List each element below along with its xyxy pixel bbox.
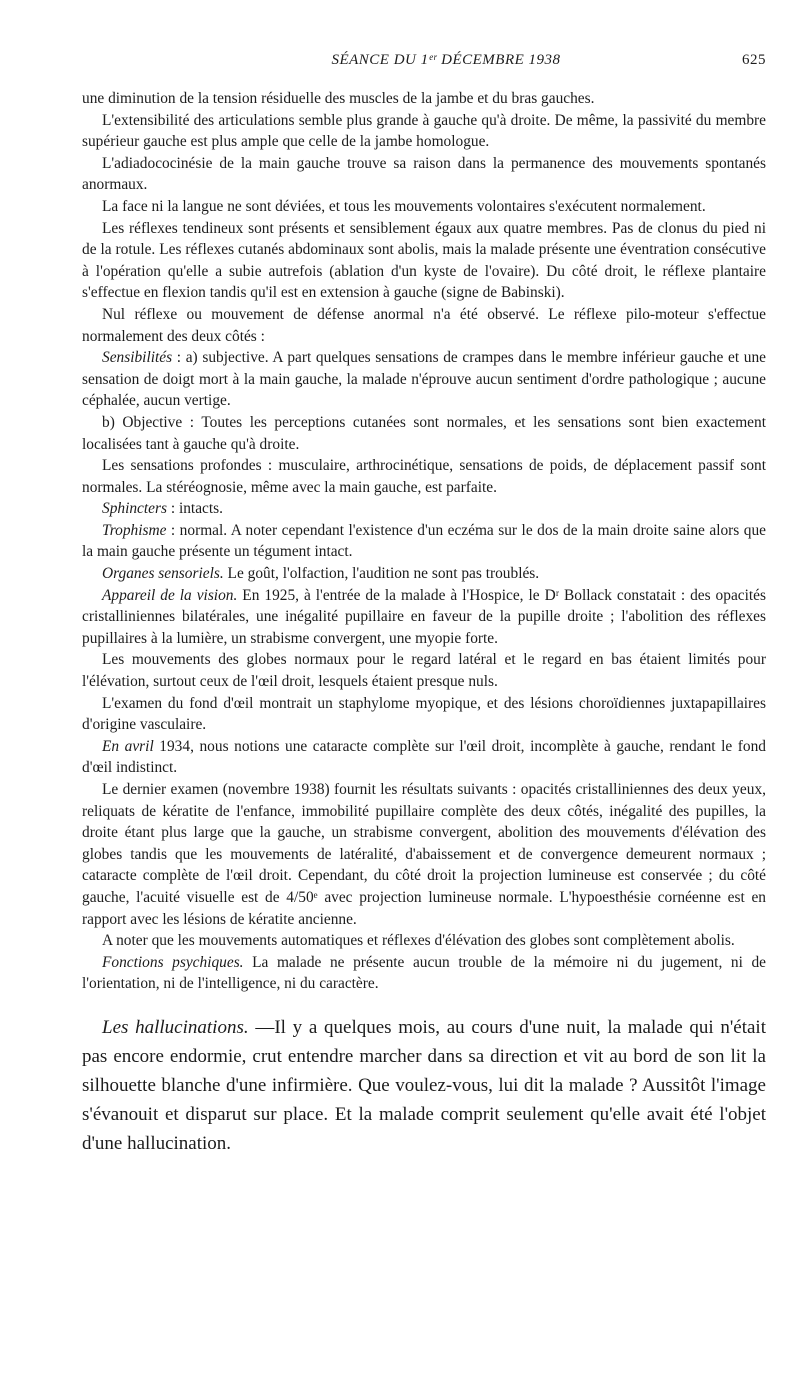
paragraph: b) Objective : Toutes les perceptions cutanées sont normales, et les sensations sont bien exactement localisées tant à gauche qu'à droite. bbox=[82, 413, 766, 453]
paragraph-avril-1934: En avril 1934, nous notions une cataracte complète sur l'œil droit, incomplète à gauche, rendant le fond d'œil indistinct. bbox=[82, 737, 766, 777]
paragraph-sphincters: Sphincters : intacts. bbox=[102, 500, 223, 518]
body-text bbox=[82, 88, 766, 1158]
paragraph-organes-sensoriels: Organes sensoriels. Le goût, l'olfaction, l'audition ne sont pas troublés. bbox=[102, 565, 540, 583]
paragraph: A noter que les mouvements automatiques et réflexes d'élévation des globes sont complètement abolis. bbox=[102, 932, 735, 950]
paragraph: Les réflexes tendineux sont présents et sensiblement égaux aux quatre membres. Pas de clonus du pied ni de la rotule. Les réflexes cutanés abdominaux sont abolis, mais la malade présente une éventration consécutive à l'opération qu'elle a subie autrefois (ablation d'un kyste de l'ovaire). Du côté droit, le réflexe plantaire s'effectue en flexion tandis qu'il est en extension à gauche (signe de Babinski). bbox=[82, 219, 766, 302]
paragraph: La face ni la langue ne sont déviées, et tous les mouvements volontaires s'exécutent normalement. bbox=[102, 197, 706, 215]
paragraph: L'adiadococinésie de la main gauche trouve sa raison dans la permanence des mouvements spontanés anormaux. bbox=[82, 154, 766, 194]
running-title: SÉANCE DU 1ᵉʳ DÉCEMBRE 1938 bbox=[331, 52, 561, 68]
paragraph: Les sensations profondes : musculaire, arthrocinétique, sensations de poids, de déplacement passif sont normales. La stéréognosie, même avec la main gauche, est parfaite. bbox=[82, 457, 766, 496]
paragraph-trophisme: Trophisme : normal. A noter cependant l'existence d'un eczéma sur le dos de la main droite saine alors que la main gauche présente un tégument intact. bbox=[82, 521, 766, 561]
paragraph: Le dernier examen (novembre 1938) fournit les résultats suivants : opacités cristalliniennes des deux yeux, reliquats de kératite de l'enfance, immobilité pupillaire complète des deux côtés, inégalité des pupilles, la droite étant plus large que la gauche, un strabisme convergent, abolition des mouvements d'élévation des globes tandis que les mouvements de latéralité, d'abaissement et de convergence demeurent normaux ; cataracte complète de l'œil droit. Cependant, du côté droit la projection lumineuse est conservée ; du côté gauche, l'acuité visuelle est de 4/50ᵉ avec projection lumineuse normale. L'hypoesthésie cornéenne est en rapport avec les lésions de kératite ancienne. bbox=[82, 781, 766, 928]
paragraph: Nul réflexe ou mouvement de défense anormal n'a été observé. Le réflexe pilo-moteur s'effectue normalement des deux côtés : bbox=[82, 305, 766, 345]
paragraph-sensibilites: Sensibilités : a) subjective. A part quelques sensations de crampes dans le membre inférieur gauche et une sensation de doigt mort à la main gauche, la malade n'éprouve aucun sentiment d'ordre pathologique ; aucune céphalée, aucun vertige. bbox=[82, 349, 766, 410]
paragraph-fonctions-psychiques: Fonctions psychiques. La malade ne présente aucun trouble de la mémoire ni du jugement, ni de l'orientation, ni de l'intelligence, ni du caractère. bbox=[82, 953, 766, 993]
running-header bbox=[82, 52, 766, 76]
page-number: 625 bbox=[742, 52, 766, 68]
paragraph-appareil-vision: Appareil de la vision. En 1925, à l'entrée de la malade à l'Hospice, le Dʳ Bollack constatait : des opacités cristalliniennes bilatérales, une inégalité pupillaire en faveur de la pupille droite ; l'abolition des réflexes pupillaires à la lumière, un strabisme convergent, une myopie forte. bbox=[82, 586, 766, 647]
paragraph: L'examen du fond d'œil montrait un staphylome myopique, et des lésions choroïdiennes juxtapapillaires d'origine vasculaire. bbox=[82, 694, 766, 734]
paragraph: une diminution de la tension résiduelle des muscles de la jambe et du bras gauches. bbox=[82, 90, 595, 107]
paragraph: Les mouvements des globes normaux pour le regard latéral et le regard en bas étaient limités pour l'élévation, surtout ceux de l'œil droit, lesquels étaient presque nuls. bbox=[82, 651, 766, 691]
paragraph: L'extensibilité des articulations semble plus grande à gauche qu'à droite. De même, la passivité du membre supérieur gauche est plus ample que celle de la jambe homologue. bbox=[82, 111, 766, 151]
paragraph-hallucinations: Les hallucinations. —Il y a quelques mois, au cours d'une nuit, la malade qui n'était pas encore endormie, crut entendre marcher dans sa direction et vit au bord de son lit la silhouette blanche d'une infirmière. Que voulez-vous, lui dit la malade ? Aussitôt l'image s'évanouit et disparut sur place. Et la malade comprit seulement qu'elle avait été l'objet d'une hallucination. bbox=[82, 1016, 766, 1154]
